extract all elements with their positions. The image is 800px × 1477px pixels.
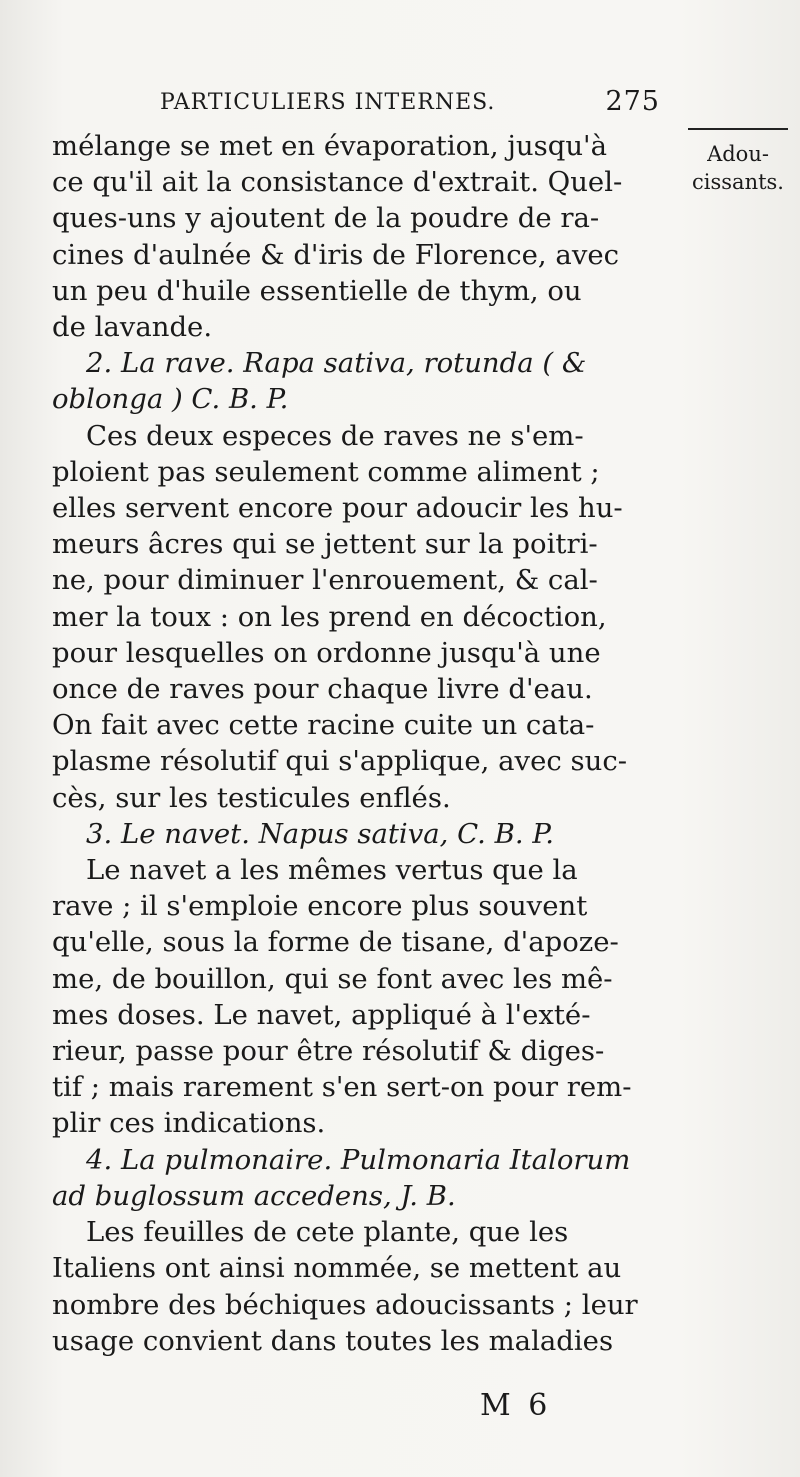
text-line: cines d'aulnée & d'iris de Florence, avec (52, 238, 620, 271)
text-line: mes doses. Le navet, appliqué à l'exté- (52, 998, 591, 1031)
page-number: 275 (605, 86, 660, 117)
text-line: rave ; il s'emploie encore plus souvent (52, 890, 588, 923)
text-line: Les feuilles de cete plante, que les (86, 1216, 569, 1249)
text-line: me, de bouillon, qui se font avec les mê- (52, 962, 613, 995)
section-heading: oblonga ) C. B. P. (52, 383, 289, 416)
margin-note (688, 128, 788, 196)
text-line: plir ces indications. (52, 1107, 326, 1140)
section-heading: ad buglossum accedens, J. B. (52, 1179, 456, 1212)
section-heading: 2. La rave. Rapa sativa, rotunda ( & (86, 347, 587, 380)
text-line: ce qu'il ait la consistance d'extrait. Quel- (52, 166, 623, 199)
text-line: Ces deux especes de raves ne s'em- (86, 419, 584, 452)
section-heading: 4. La pulmonaire. Pulmonaria Italorum (86, 1143, 631, 1176)
header-title: PARTICULIERS INTERNES. (160, 90, 496, 115)
text-line: Italiens ont ainsi nommée, se mettent au (52, 1252, 622, 1285)
text-line: Le navet a les mêmes vertus que la (86, 854, 578, 887)
text-line: pour lesquelles on ordonne jusqu'à une (52, 636, 601, 669)
text-line: elles servent encore pour adoucir les hu- (52, 492, 623, 525)
text-line: ploient pas seulement comme aliment ; (52, 455, 600, 488)
text-line: tif ; mais rarement s'en sert-on pour rem- (52, 1071, 632, 1104)
text-line: nombre des béchiques adoucissants ; leur (52, 1288, 638, 1321)
text-line: meurs âcres qui se jettent sur la poitri- (52, 528, 598, 561)
margin-note-line: cissants. (692, 170, 784, 194)
body-text (52, 128, 670, 1359)
text-line: mer la toux : on les prend en décoction, (52, 600, 607, 633)
text-line: On fait avec cette racine cuite un cata- (52, 709, 595, 742)
text-line: rieur, passe pour être résolutif & diges- (52, 1035, 605, 1068)
text-line: ques-uns y ajoutent de la poudre de ra- (52, 202, 600, 235)
text-line: cès, sur les testicules enflés. (52, 781, 451, 814)
text-line: plasme résolutif qui s'applique, avec suc- (52, 745, 628, 778)
text-line: usage convient dans toutes les maladies (52, 1324, 614, 1357)
text-line: un peu d'huile essentielle de thym, ou (52, 274, 582, 307)
section-heading: 3. Le navet. Napus sativa, C. B. P. (86, 817, 555, 850)
text-line: mélange se met en évaporation, jusqu'à (52, 130, 607, 162)
text-line: ne, pour diminuer l'enrouement, & cal- (52, 564, 598, 597)
running-header (160, 86, 660, 117)
text-line: de lavande. (52, 311, 213, 344)
signature-mark: M 6 (480, 1388, 552, 1423)
text-line: once de raves pour chaque livre d'eau. (52, 673, 593, 706)
text-line: qu'elle, sous la forme de tisane, d'apoze- (52, 926, 619, 959)
margin-note-line: Adou- (707, 142, 769, 166)
